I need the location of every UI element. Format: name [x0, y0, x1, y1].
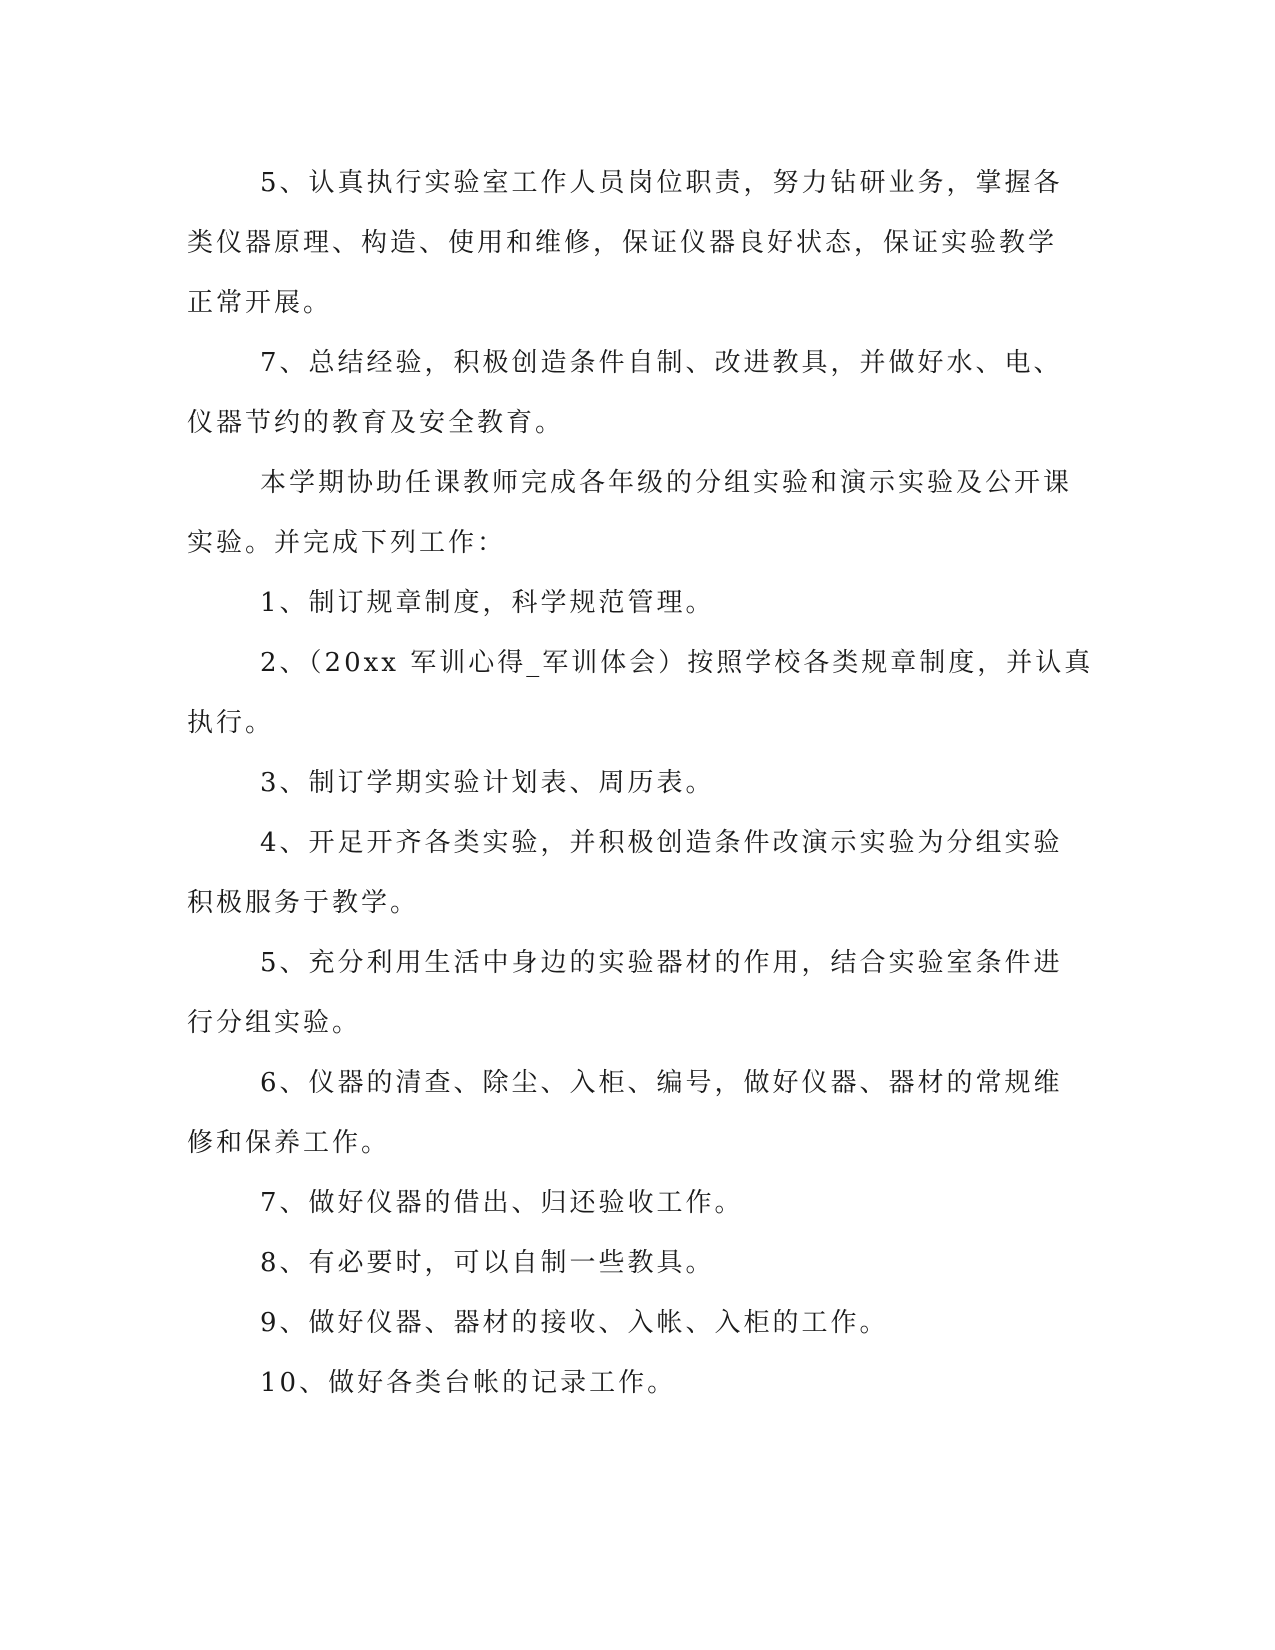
- text-line: 积极服务于教学。: [187, 888, 420, 918]
- paragraph: [187, 933, 1067, 1053]
- text-line: 1、制订规章制度，科学规范管理。: [260, 588, 715, 618]
- paragraph: [187, 1353, 1067, 1413]
- paragraph: [187, 633, 1094, 753]
- text-line: 5、认真执行实验室工作人员岗位职责，努力钻研业务，掌握各: [260, 168, 1063, 198]
- text-line: 3、制订学期实验计划表、周历表。: [260, 768, 715, 798]
- paragraph: [187, 1233, 1067, 1293]
- text-line: 修和保养工作。: [187, 1128, 391, 1158]
- text-line: 本学期协助任课教师完成各年级的分组实验和演示实验及公开课: [260, 468, 1073, 498]
- text-line: 仪器节约的教育及安全教育。: [187, 408, 565, 438]
- text-line: 2、（20xx 军训心得_军训体会）按照学校各类规章制度，并认真: [260, 648, 1094, 678]
- document-body: [187, 153, 1094, 1413]
- text-line: 行分组实验。: [187, 1008, 362, 1038]
- text-line: 正常开展。: [187, 288, 333, 318]
- text-line: 5、充分利用生活中身边的实验器材的作用，结合实验室条件进: [260, 948, 1063, 978]
- paragraph: [187, 813, 1067, 933]
- paragraph: [187, 573, 1067, 633]
- paragraph: [187, 1173, 1067, 1233]
- paragraph: [187, 753, 1067, 813]
- text-line: 6、仪器的清查、除尘、入柜、编号，做好仪器、器材的常规维: [260, 1068, 1063, 1098]
- text-line: 7、做好仪器的借出、归还验收工作。: [260, 1188, 744, 1218]
- text-line: 7、总结经验，积极创造条件自制、改进教具，并做好水、电、: [260, 348, 1063, 378]
- text-line: 9、做好仪器、器材的接收、入帐、入柜的工作。: [260, 1308, 889, 1338]
- paragraph: [187, 453, 1073, 573]
- paragraph: [187, 1293, 1067, 1353]
- text-line: 8、有必要时，可以自制一些教具。: [260, 1248, 715, 1278]
- text-line: 4、开足开齐各类实验，并积极创造条件改演示实验为分组实验: [260, 828, 1063, 858]
- text-line: 执行。: [187, 708, 275, 738]
- text-line: 类仪器原理、构造、使用和维修，保证仪器良好状态，保证实验教学: [187, 228, 1058, 258]
- paragraph: [187, 333, 1067, 453]
- text-line: 10、做好各类台帐的记录工作。: [260, 1368, 677, 1398]
- paragraph: [187, 1053, 1067, 1173]
- paragraph: [187, 153, 1067, 333]
- text-line: 实验。并完成下列工作：: [187, 528, 507, 558]
